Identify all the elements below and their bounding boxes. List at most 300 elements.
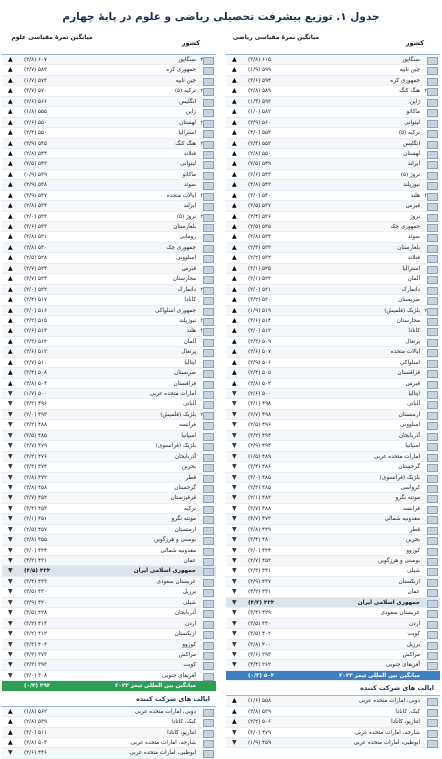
score-value: (۳/۱) ۵۲۵ (248, 265, 272, 272)
triangle-down-icon: ▼ (232, 431, 237, 439)
country-flag-icon (424, 192, 438, 201)
table-row (226, 452, 440, 462)
score-value: (۲/۸) ۵۰۲ (248, 380, 272, 387)
country-flag-icon (203, 662, 214, 670)
score-value: (۲/۵) ۵۲۸ (24, 255, 48, 262)
country-name: قبرس (181, 265, 196, 272)
score-value: (۴/۷) ۴۷۲ (248, 516, 272, 523)
country-flag-icon (427, 339, 438, 347)
country-name: آذربایجان (175, 610, 196, 617)
country-flag-icon (427, 401, 438, 409)
score-value: (۲/۱) ۴۸۲ (248, 495, 272, 502)
triangle-up-icon: ▲ (8, 181, 13, 189)
score-value: (۲/۶) ۴۴۶ (24, 750, 48, 757)
table-row (226, 629, 440, 639)
score-value: (۳/۶) ۵۳۳ (24, 224, 48, 230)
score-value: (۲/۶) ۵۶۶ (24, 98, 48, 105)
country-name: جمهوری کره (166, 67, 196, 74)
country-name: پرتغال (181, 349, 196, 356)
country-flag-icon (203, 182, 214, 190)
triangle-up-icon: ▲ (232, 170, 237, 178)
score-value: (۲/۴) ۵۵۲ (248, 140, 272, 147)
triangle-up-icon: ▲ (232, 87, 237, 95)
triangle-up-icon: ▲ (8, 212, 13, 220)
triangle-down-icon: ▼ (8, 483, 13, 491)
country-flag-icon (203, 172, 214, 180)
country-flag-icon (203, 673, 214, 681)
triangle-up-icon: ▲ (8, 56, 13, 63)
triangle-down-icon: ▼ (232, 442, 237, 450)
country-flag-icon (203, 287, 214, 295)
country-name: عربستان سعودی (156, 578, 196, 585)
country-flag-icon (427, 318, 438, 326)
country-flag-icon (427, 67, 438, 75)
country-flag-icon (427, 99, 438, 107)
triangle-up-icon: ▲ (232, 149, 237, 157)
score-value: (۴/۳) ۴۳۴ (248, 599, 275, 606)
country-flag-icon (427, 662, 438, 670)
country-name: هنگ کنگ (399, 88, 420, 95)
triangle-down-icon: ▼ (8, 431, 13, 439)
table-row (226, 608, 440, 618)
score-value: (۲/۱) ۴۵۱ (24, 516, 48, 523)
country-flag-icon (427, 381, 438, 389)
country-flag-icon (203, 589, 214, 597)
triangle-up-icon: ▲ (8, 76, 13, 84)
country-flag-icon (427, 433, 438, 441)
country-name: آفریقای جنوبی (162, 672, 196, 679)
country-flag-icon (427, 422, 438, 430)
country-flag-icon (203, 433, 214, 441)
triangle-up-icon: ▲ (232, 707, 237, 715)
table-row (226, 180, 440, 190)
triangle-up-icon: ▲ (8, 254, 13, 262)
triangle-up-icon: ▲ (232, 108, 237, 116)
table-row (2, 619, 216, 629)
country-name: قبرس (405, 203, 420, 210)
country-name: کرواسی (400, 484, 420, 491)
score-value: (۱/۹) ۴۵۹ (248, 740, 272, 746)
score-value: (۳/۸) ۴۰۰ (248, 641, 272, 648)
triangle-up-icon: ▲ (232, 160, 237, 168)
table-row (226, 222, 440, 232)
country-name: آذربایجان (175, 453, 196, 460)
country-name: نروژ (409, 213, 420, 220)
country-flag-icon (427, 506, 438, 514)
country-flag-icon (427, 730, 438, 738)
score-value: (۲/۶) ۵۱۲ (24, 349, 48, 356)
country-name: امارات متحده عربی (373, 453, 420, 460)
country-name: شارجه، امارات متحده عربی (354, 729, 420, 736)
country-flag-icon (203, 234, 214, 242)
country-name: آذربایجان (399, 432, 420, 439)
table-row (2, 139, 216, 149)
country-flag-icon (427, 172, 438, 180)
triangle-up-icon: ▲ (232, 358, 237, 366)
country-flag-icon (427, 698, 438, 706)
country-name: آلبانی (407, 401, 420, 408)
country-flag-icon (427, 537, 438, 545)
score-value: (۲/۸) ۵۳۴ (24, 203, 48, 210)
country-flag-icon (203, 730, 214, 738)
table-row (226, 232, 440, 242)
score-value: (۲/۰) ۵۳۳ (24, 213, 48, 220)
science-panel (2, 32, 216, 759)
country-name: کویت (183, 662, 196, 669)
score-value: (۱/۶) ۵۵۸ (248, 698, 272, 705)
table-row (2, 337, 216, 347)
table-row (226, 65, 440, 75)
triangle-up-icon: ▲ (8, 118, 13, 126)
table-row (226, 347, 440, 357)
country-name: کوزوو (182, 641, 196, 648)
country-name: سوئد (407, 234, 420, 241)
country-name: مراکش (178, 651, 196, 658)
table-row (226, 264, 440, 274)
table-row (226, 707, 440, 717)
score-value: (۳/۵) ۴۸۵ (24, 432, 48, 439)
triangle-down-icon: ▼ (8, 473, 13, 481)
triangle-up-icon: ▲ (232, 254, 237, 262)
country-flag-icon (427, 485, 438, 493)
table-row (2, 671, 216, 681)
triangle-down-icon: ▼ (232, 504, 237, 512)
score-value: (۲/۷) ۵۲۴ (24, 265, 48, 272)
triangle-down-icon: ▼ (232, 650, 237, 658)
triangle-up-icon: ▲ (232, 718, 237, 726)
score-value: (۲/۴) ۵۰۵ (248, 370, 272, 377)
country-flag-icon (203, 360, 214, 368)
table-row (2, 452, 216, 462)
triangle-down-icon: ▼ (8, 410, 13, 418)
score-value: (۳/۵) ۵۳۷ (248, 203, 272, 210)
triangle-down-icon: ▼ (8, 421, 13, 429)
country-flag-icon (203, 464, 214, 472)
table-row (226, 201, 440, 211)
math-average-score: (۰/۳) ۵۰۳ (248, 672, 275, 679)
score-value: (۳/۹) ۵۳۷ (24, 192, 48, 199)
table-row (2, 65, 216, 75)
triangle-up-icon: ▲ (8, 149, 13, 157)
score-value: (۲/۶) ۵۱۳ (24, 328, 48, 335)
country-flag-icon (427, 287, 438, 295)
table-row (2, 629, 216, 639)
country-flag-icon (427, 621, 438, 629)
triangle-up-icon: ▲ (8, 348, 13, 356)
score-value: (۲/۴) ۵۱۷ (24, 297, 48, 304)
country-name: نیوزیلند (403, 182, 420, 189)
country-flag-icon (203, 339, 214, 347)
triangle-up-icon: ▲ (8, 379, 13, 387)
country-name: کانادا (408, 328, 420, 335)
footnote-mark: ۲ (200, 119, 203, 126)
score-value: (۲/۳) ۴۸۵ (248, 484, 272, 491)
table-row (226, 441, 440, 451)
country-name: فرانسه (403, 505, 420, 512)
score-value: (۳/۴) ۴۳۳ (24, 578, 48, 585)
country-flag-icon (427, 266, 438, 274)
triangle-up-icon: ▲ (8, 718, 13, 726)
country-name: مجارستان (396, 317, 420, 324)
country-name: بلغارستان (397, 244, 420, 251)
country-name: ازبکستان (398, 578, 420, 585)
table-row (2, 598, 216, 608)
country-flag-icon (427, 652, 438, 660)
score-value: (۳/۸) ۴۴۹ (248, 526, 272, 533)
score-value: (۱/۹) ۵۹۹ (248, 67, 272, 74)
table-row (226, 274, 440, 284)
table-row (226, 525, 440, 535)
table-row (226, 483, 440, 493)
score-value: (۳/۰) ۴۷۹ (248, 729, 272, 736)
score-value: (۲/۹) ۵۰۶ (248, 359, 272, 366)
score-value: (۲/۸) ۵۵۰ (248, 150, 272, 157)
score-value: (۳/۷) ۵۲۴ (24, 276, 48, 283)
page-title: جدول ۱. توزیع پیشرفت تحصیلی ریاضی و علوم در پایهٔ چهارم (62, 11, 380, 23)
triangle-down-icon: ▼ (232, 483, 237, 491)
score-value: (۴/۲) ۴۳۱ (248, 589, 272, 596)
triangle-up-icon: ▲ (232, 76, 237, 84)
table-row (2, 483, 216, 493)
table-row (2, 243, 216, 253)
country-name: اردن (409, 620, 420, 627)
score-value: (۲/۰) ۵۱۲ (248, 328, 272, 335)
score-value: (۲/۵) ۵۳۵ (248, 224, 272, 230)
country-flag-icon (427, 109, 438, 117)
triangle-down-icon: ▼ (8, 588, 13, 596)
score-value: (۳/۳) ۳۹۳ (24, 662, 48, 669)
math-average-label: میانگین بین المللی تیمز ۲۰۲۳ (338, 672, 420, 679)
triangle-up-icon: ▲ (8, 170, 13, 178)
score-value: (۴/۳) ۳۷۳ (24, 651, 48, 658)
score-value: (۲/۱) ۵۲۲ (248, 276, 272, 283)
country-name: بوسنی و هرزگوین (154, 537, 196, 544)
country-name: هنگ کنگ (175, 140, 196, 147)
triangle-up-icon: ▲ (8, 139, 13, 147)
country-flag-icon (203, 99, 214, 107)
score-value: (۳/۳) ۴۹۶ (24, 401, 48, 408)
triangle-down-icon: ▼ (232, 640, 237, 648)
country-name: مراکش (402, 651, 420, 658)
country-name: گرجستان (174, 484, 196, 491)
country-name: جمهوری چک (166, 244, 196, 251)
triangle-down-icon: ▼ (8, 650, 13, 658)
country-flag-icon (427, 203, 438, 211)
triangle-down-icon: ▼ (232, 609, 237, 617)
table-row (2, 473, 216, 483)
score-value: (۲/۸) ۵۳۱ (24, 234, 48, 241)
country-name: نروژ (۵) (400, 171, 420, 178)
triangle-down-icon: ▼ (8, 598, 13, 606)
table-row (226, 410, 440, 420)
score-value: (۲/۸) ۵۰۳ (24, 740, 48, 746)
triangle-up-icon: ▲ (232, 264, 237, 272)
triangle-up-icon: ▲ (8, 243, 13, 251)
table-row (2, 587, 216, 597)
triangle-up-icon: ▲ (8, 358, 13, 366)
triangle-up-icon: ▲ (8, 275, 13, 283)
triangle-up-icon: ▲ (232, 97, 237, 105)
score-value: (۳/۲) ۵۲۰ (248, 297, 272, 304)
science-header (2, 32, 216, 55)
country-name: کوزوو (406, 547, 420, 554)
table-row (2, 660, 216, 670)
country-flag-icon (200, 192, 214, 201)
triangle-down-icon: ▼ (8, 609, 13, 617)
triangle-down-icon: ▼ (8, 390, 13, 397)
table-row (226, 128, 440, 138)
score-value: (۲/۸) ۴۵۵ (24, 537, 48, 544)
triangle-up-icon: ▲ (8, 233, 13, 241)
country-name: قرقیزستان (170, 495, 196, 502)
triangle-up-icon: ▲ (232, 306, 237, 314)
country-name: رومانی (179, 234, 196, 241)
triangle-up-icon: ▲ (8, 160, 13, 168)
country-name: کویت (407, 631, 420, 638)
score-value: (۴/۵) ۴۳۴ (24, 568, 51, 575)
country-flag-icon (203, 548, 214, 556)
triangle-up-icon: ▲ (8, 129, 13, 137)
triangle-down-icon: ▼ (232, 410, 237, 418)
triangle-up-icon: ▲ (232, 66, 237, 74)
country-name: ابوظبی، امارات متحده عربی (353, 740, 420, 746)
footnote-mark: ۲ (424, 307, 427, 314)
table-row (2, 525, 216, 535)
country-name: مجارستان (172, 276, 196, 283)
country-name: قطر (185, 474, 196, 481)
score-value: (۲/۹) ۴۲۰ (24, 599, 48, 606)
triangle-up-icon: ▲ (8, 285, 13, 293)
table-row (226, 306, 440, 316)
country-flag-icon (427, 631, 438, 639)
triangle-down-icon: ▼ (8, 494, 13, 502)
country-flag-icon (427, 224, 438, 232)
score-value: (۲/۴) ۵۳۶ (248, 213, 272, 220)
table-row (2, 316, 216, 326)
country-flag-icon (203, 527, 214, 535)
triangle-down-icon: ▼ (232, 473, 237, 481)
country-flag-icon (427, 568, 438, 576)
country-flag-icon (203, 621, 214, 629)
triangle-up-icon: ▲ (8, 728, 13, 736)
triangle-up-icon: ▲ (8, 337, 13, 345)
score-value: (۳/۵) ۴۰۲ (248, 631, 272, 638)
table-row (226, 326, 440, 336)
country-name: ارمنستان (398, 411, 420, 418)
table-row (2, 389, 216, 399)
science-average-score: (۰/۴) ۴۹۴ (24, 683, 51, 690)
table-row (2, 420, 216, 430)
country-flag-icon (203, 214, 214, 222)
table-row (2, 640, 216, 650)
score-value: (۲/۸) ۶۰۷ (24, 57, 48, 63)
country-name: بحرین (405, 537, 420, 544)
table-row (2, 379, 216, 389)
country-flag-icon (203, 495, 214, 503)
table-row (2, 410, 216, 420)
country-name: کبک، کانادا (395, 708, 420, 715)
triangle-up-icon: ▲ (232, 316, 237, 324)
country-name: نروژ (۵) (176, 213, 196, 220)
table-row (226, 717, 440, 727)
triangle-down-icon: ▼ (8, 630, 13, 638)
score-value: (۳/۵) ۴۳۰ (248, 620, 272, 627)
triangle-down-icon: ▼ (8, 567, 13, 575)
triangle-up-icon: ▲ (8, 191, 13, 199)
score-value: (۱/۳) ۵۹۳ (248, 98, 272, 105)
triangle-up-icon: ▲ (232, 139, 237, 147)
country-flag-icon (203, 454, 214, 462)
table-row (226, 640, 440, 650)
score-value: (۲/۷) ۴۹۸ (248, 411, 272, 418)
score-value: (۲/۶) ۵۵۰ (24, 119, 48, 126)
score-value: (۳/۰) ۵۱۱ (24, 729, 48, 736)
table-row (226, 76, 440, 86)
country-name: ایالات متحده (166, 192, 196, 199)
footnote-mark: ۲ (200, 411, 203, 418)
math-country-header: کشور (405, 39, 424, 47)
country-flag-icon (203, 308, 214, 316)
country-name: قبرس (405, 380, 420, 387)
triangle-down-icon: ▼ (232, 546, 237, 554)
table-row (2, 212, 216, 222)
country-name: لهستان (179, 119, 196, 126)
triangle-down-icon: ▼ (8, 400, 13, 408)
score-value: (۳/۳) ۴۰۳ (24, 641, 48, 648)
table-row (226, 170, 440, 180)
country-flag-icon (427, 527, 438, 535)
country-name: لیتوانی (180, 161, 196, 168)
country-name: پرتغال (405, 338, 420, 345)
table-row (2, 222, 216, 232)
country-name: جمهوری کره (390, 77, 420, 84)
country-flag-icon (427, 328, 438, 336)
table-row (2, 149, 216, 159)
table-row (2, 264, 216, 274)
table-row (2, 97, 216, 107)
score-value: (۴/۴) ۳۶۲ (248, 662, 272, 669)
table-row (2, 180, 216, 190)
country-flag-icon (203, 412, 214, 420)
triangle-up-icon: ▲ (232, 223, 237, 230)
country-flag-icon (427, 589, 438, 597)
country-flag-icon (203, 391, 214, 399)
country-flag-icon (427, 600, 438, 608)
table-row (226, 577, 440, 587)
country-flag-icon (427, 391, 438, 399)
country-name: گرجستان (398, 464, 420, 471)
table-row (226, 86, 440, 96)
score-value: (۳/۷) ۴۸۸ (248, 505, 272, 512)
country-name: هلند (186, 328, 196, 335)
table-row (226, 149, 440, 159)
table-row (2, 399, 216, 409)
triangle-down-icon: ▼ (232, 536, 237, 544)
score-value: (۱/۸) ۵۵۵ (24, 109, 48, 116)
country-flag-icon (203, 130, 214, 138)
score-value: (۳/۰) ۴۸۵ (248, 474, 272, 481)
country-flag-icon (203, 443, 214, 451)
triangle-down-icon: ▼ (232, 421, 237, 429)
score-value: (۲/۷) ۵۸۳ (24, 67, 48, 74)
table-row (226, 159, 440, 169)
triangle-down-icon: ▼ (232, 400, 237, 408)
triangle-down-icon: ▼ (8, 661, 13, 669)
triangle-down-icon: ▼ (8, 504, 13, 512)
table-row (226, 728, 440, 738)
table-row (226, 598, 440, 608)
country-flag-icon (427, 558, 438, 566)
